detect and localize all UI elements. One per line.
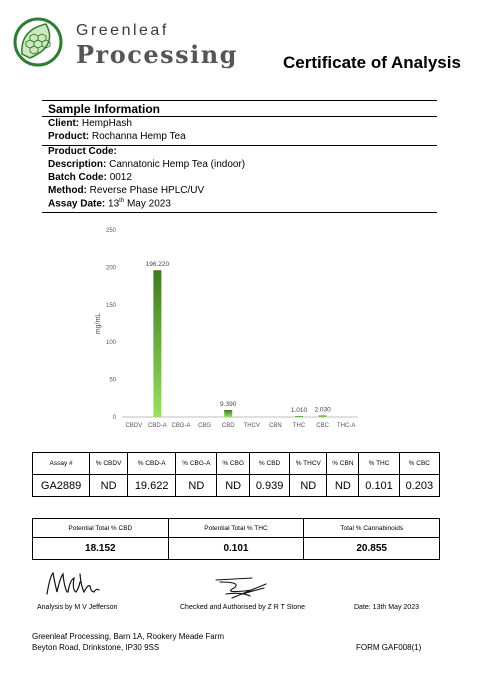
assay-header-cell-1: % CBDV [90,453,128,475]
y-tick-label: 0 [112,415,116,421]
assay-date-rest: May 2023 [126,198,171,210]
company-division: Processing [76,40,238,69]
method-line [48,185,204,196]
address-line-1: Greenleaf Processing, Barn 1A, Rookery Meade Farm [32,632,225,641]
document-title: Certificate of Analysis [283,53,461,72]
assay-date-day: 13 [108,198,120,210]
x-tick-label: CBG [198,423,212,429]
y-tick-label: 250 [105,228,116,234]
data-label-cbc: 2.030 [314,406,331,414]
description-line [48,159,245,170]
assay-header-cell-3: % CBG-A [176,453,217,475]
x-tick-label: CBDV [125,423,143,429]
cannabinoid-chart [90,222,370,437]
y-tick-label: 150 [105,302,116,309]
potential-header-cell-1: Potential Total % THC [168,519,304,538]
description-value: Cannatonic Hemp Tea (indoor) [109,159,246,170]
signature-date: Date: 13th May 2023 [354,604,419,611]
assay-header-cell-2: % CBD-A [127,453,175,475]
y-tick-label: 100 [105,340,116,347]
product-line [48,131,186,142]
divider [42,116,437,117]
assay-header-cell-9: % CBC [399,453,439,475]
potential-value-cell-2: 20.855 [304,538,440,560]
x-tick-label: THC-A [337,423,356,429]
batch-line [48,172,132,183]
client-label: Client: [48,118,80,129]
assay-value-cell-2: 19.622 [127,475,175,497]
assay-value-cell-1: ND [90,475,128,497]
stone-signature [212,574,270,600]
method-value: Reverse Phase HPLC/UV [89,185,205,196]
assay-header-cell-0: Assay # [33,453,90,475]
method-label: Method: [48,185,87,196]
form-code: FORM GAF008(1) [356,643,422,652]
analysis-by-label: Analysis by M V Jefferson [37,604,118,611]
potential-header-cell-2: Total % Cannabinoids [304,519,440,538]
bar-thc [295,416,303,417]
assay-value-cell-7: ND [327,475,359,497]
product-code-line [48,146,117,157]
potential-table [32,518,440,560]
bar-cbd [224,410,232,417]
divider [42,212,437,213]
y-tick-label: 200 [105,265,116,272]
assay-date-label: Assay Date: [48,198,106,210]
potential-header-row [33,519,440,538]
company-name: Greenleaf [76,22,169,39]
jefferson-signature [44,570,104,598]
assay-value-cell-6: ND [290,475,327,497]
product-label: Product: [48,131,90,142]
x-tick-label: THCV [243,423,260,429]
sample-info-title: Sample Information [48,102,161,116]
assay-value-row [33,475,440,497]
potential-value-cell-1: 0.101 [168,538,304,560]
potential-value-cell-0: 18.152 [33,538,169,560]
x-tick-label: CBG-A [171,423,191,429]
assay-date-suffix: th [119,198,125,204]
bar-cbd-a [153,270,161,417]
assay-header-cell-4: % CBG [217,453,250,475]
address-line-2: Beyton Road, Drinkstone, IP30 9SS [32,643,160,652]
assay-header-cell-6: % THCV [290,453,327,475]
potential-value-row [33,538,440,560]
x-tick-label: CBD-A [148,423,167,429]
assay-value-cell-5: 0.939 [249,475,289,497]
assay-header-cell-8: % THC [359,453,399,475]
product-value: Rochanna Hemp Tea [91,131,186,142]
x-tick-label: CBC [316,423,329,429]
divider [42,100,437,101]
y-axis-label: mg/mL [95,312,102,335]
potential-header-cell-0: Potential Total % CBD [33,519,169,538]
assay-value-cell-4: ND [217,475,250,497]
batch-label: Batch Code: [48,172,107,183]
y-tick-label: 50 [109,377,116,384]
client-value: HempHash [81,118,132,129]
data-label-cbd: 9.390 [220,400,237,408]
assay-header-cell-5: % CBD [249,453,289,475]
assay-value-cell-8: 0.101 [359,475,399,497]
product-code-label: Product Code: [48,146,117,157]
greenleaf-logo [12,16,64,68]
data-label-thc: 1.010 [290,407,308,415]
description-label: Description: [48,159,107,170]
assay-table [32,452,440,497]
x-tick-label: THC [292,423,306,429]
assay-value-cell-3: ND [176,475,217,497]
x-tick-label: CBN [269,423,282,429]
bar-cbc [319,415,327,417]
assay-value-cell-0: GA2889 [33,475,90,497]
checked-by-label: Checked and Authorised by Z R T Stone [180,604,306,611]
assay-header-cell-7: % CBN [327,453,359,475]
client-line [48,118,132,129]
assay-header-row [33,453,440,475]
x-tick-label: CBD [221,423,235,429]
assay-value-cell-9: 0.203 [399,475,439,497]
batch-value: 0012 [109,172,132,183]
assay-date-line [48,198,171,209]
data-label-cbd-a: 196.220 [145,261,170,269]
